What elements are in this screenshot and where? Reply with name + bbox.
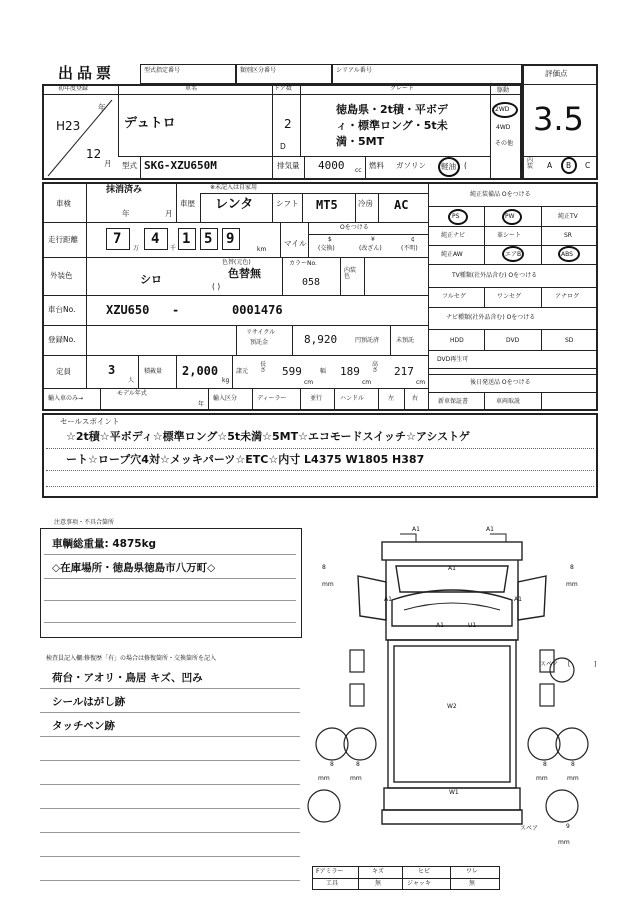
displacement: 4000: [318, 159, 345, 172]
history-value: レンタ: [215, 197, 254, 212]
drive-other: その他: [495, 140, 514, 147]
mark-a1-bumper-right: A1: [486, 526, 494, 533]
length-value: 599: [282, 365, 302, 378]
load-value: 2,000: [182, 364, 219, 378]
mark-a1-windshield: A1: [448, 565, 456, 572]
mark-u1-roof: U1: [468, 622, 477, 629]
notes-line-1: 車輌総重量: 4875kg: [52, 538, 157, 550]
later-title: 後日発送品 Oをつける: [470, 379, 531, 386]
inspector-line-1: 荷台・アオリ・鳥居 キズ、凹み: [52, 672, 203, 684]
notes-label: 注意事項・不具合箇所: [54, 519, 115, 526]
chassis-number: 0001476: [232, 303, 283, 317]
mark-w2-bed: W2: [447, 703, 457, 710]
car-name: デュトロ: [124, 116, 176, 131]
equip-aw: 純正AW: [441, 251, 463, 258]
serial-cell: シリアル番号: [332, 64, 522, 84]
equip-airbag: エアB: [505, 251, 522, 258]
inspection-value: 抹消済み: [106, 185, 143, 195]
eval-label: 評価点: [545, 69, 568, 78]
mark-a1-left-door: A1: [384, 596, 392, 603]
grade-line-1: 徳島県・2t積・平ボデ: [336, 103, 448, 116]
mark-w1-rear: W1: [449, 789, 459, 796]
grade-label: グレード: [390, 85, 415, 92]
inspector-line-3: タッチペン跡: [52, 720, 115, 732]
color-change-value: 色替無: [228, 267, 261, 280]
first-reg-month: 12: [86, 147, 102, 161]
shift-value: MT5: [316, 198, 338, 212]
sales-line-1: ☆2t積☆平ボディ☆標準ロング☆5t未満☆5MT☆エコモードスイッチ☆アシストゲ: [66, 430, 470, 443]
mark-a1-right-door: A1: [514, 596, 522, 603]
fuel-type: ガソリン: [396, 161, 426, 170]
doors-value: 2: [284, 117, 292, 131]
equipment-title: 純正装備品 Oをつける: [470, 191, 531, 198]
equip-abs: ABS: [561, 251, 573, 258]
mileage-digit-1: 7: [113, 231, 122, 247]
width-value: 189: [340, 365, 360, 378]
ac-value: AC: [394, 198, 409, 212]
capacity-value: 3: [108, 363, 116, 377]
notes-line-2: ◇在庫場所・徳島県徳島市八万町◇: [52, 562, 216, 574]
mileage-digit-4: 5: [204, 231, 213, 247]
color-code: 058: [302, 277, 321, 288]
equip-tv: 純正TV: [558, 213, 578, 220]
form-title: 出品票: [58, 64, 116, 82]
first-reg-year: H23: [56, 119, 81, 133]
inspector-label: 検査員記入欄:修復歴「有」の場合は修復箇所・交換箇所を記入: [46, 655, 217, 662]
sales-line-2: ート☆ロープ穴4対☆メッキパーツ☆ETC☆内寸 L4375 W1805 H387: [66, 453, 425, 466]
mileage-digit-3: 1: [182, 231, 191, 247]
drive-2wd: 2WD: [495, 106, 510, 113]
equip-pw: PW: [505, 213, 515, 220]
equip-sr: SR: [564, 232, 572, 239]
navi-title: ナビ種類(社外品含む) Oをつける: [446, 314, 536, 321]
height-value: 217: [394, 365, 414, 378]
equip-navi: 純正ナビ: [441, 232, 466, 239]
class-code-cell: 類別区分番号: [236, 64, 332, 84]
grade-line-2: ィ・標準ロング・5t未: [336, 119, 448, 132]
grade-line-3: 満・5MT: [336, 135, 385, 148]
first-reg-label: 初年度登録: [58, 85, 89, 92]
car-name-label: 車名: [185, 85, 198, 92]
equip-leather: 革シート: [497, 232, 522, 239]
score-value: 3.5: [533, 100, 584, 138]
mileage-digit-5: 9: [226, 231, 235, 247]
equip-ps: PS: [452, 213, 460, 220]
recycle-fee: 8,920: [304, 333, 338, 346]
color-value: シロ: [140, 273, 162, 286]
mileage-digit-2: 4: [151, 231, 160, 247]
type-code-cell: 型式指定番号: [140, 64, 236, 84]
model-code: SKG-XZU650M: [144, 159, 217, 172]
tv-title: TV種類(社外品含む) Oをつける: [452, 272, 538, 279]
drive-4wd: 4WD: [496, 124, 511, 131]
mark-a1-bumper-left: A1: [412, 526, 420, 533]
inspector-line-2: シールはがし跡: [52, 696, 126, 708]
chassis-prefix: XZU650: [106, 303, 150, 317]
mark-a1-roof: A1: [436, 622, 444, 629]
doors-label: ドア数: [274, 85, 292, 92]
